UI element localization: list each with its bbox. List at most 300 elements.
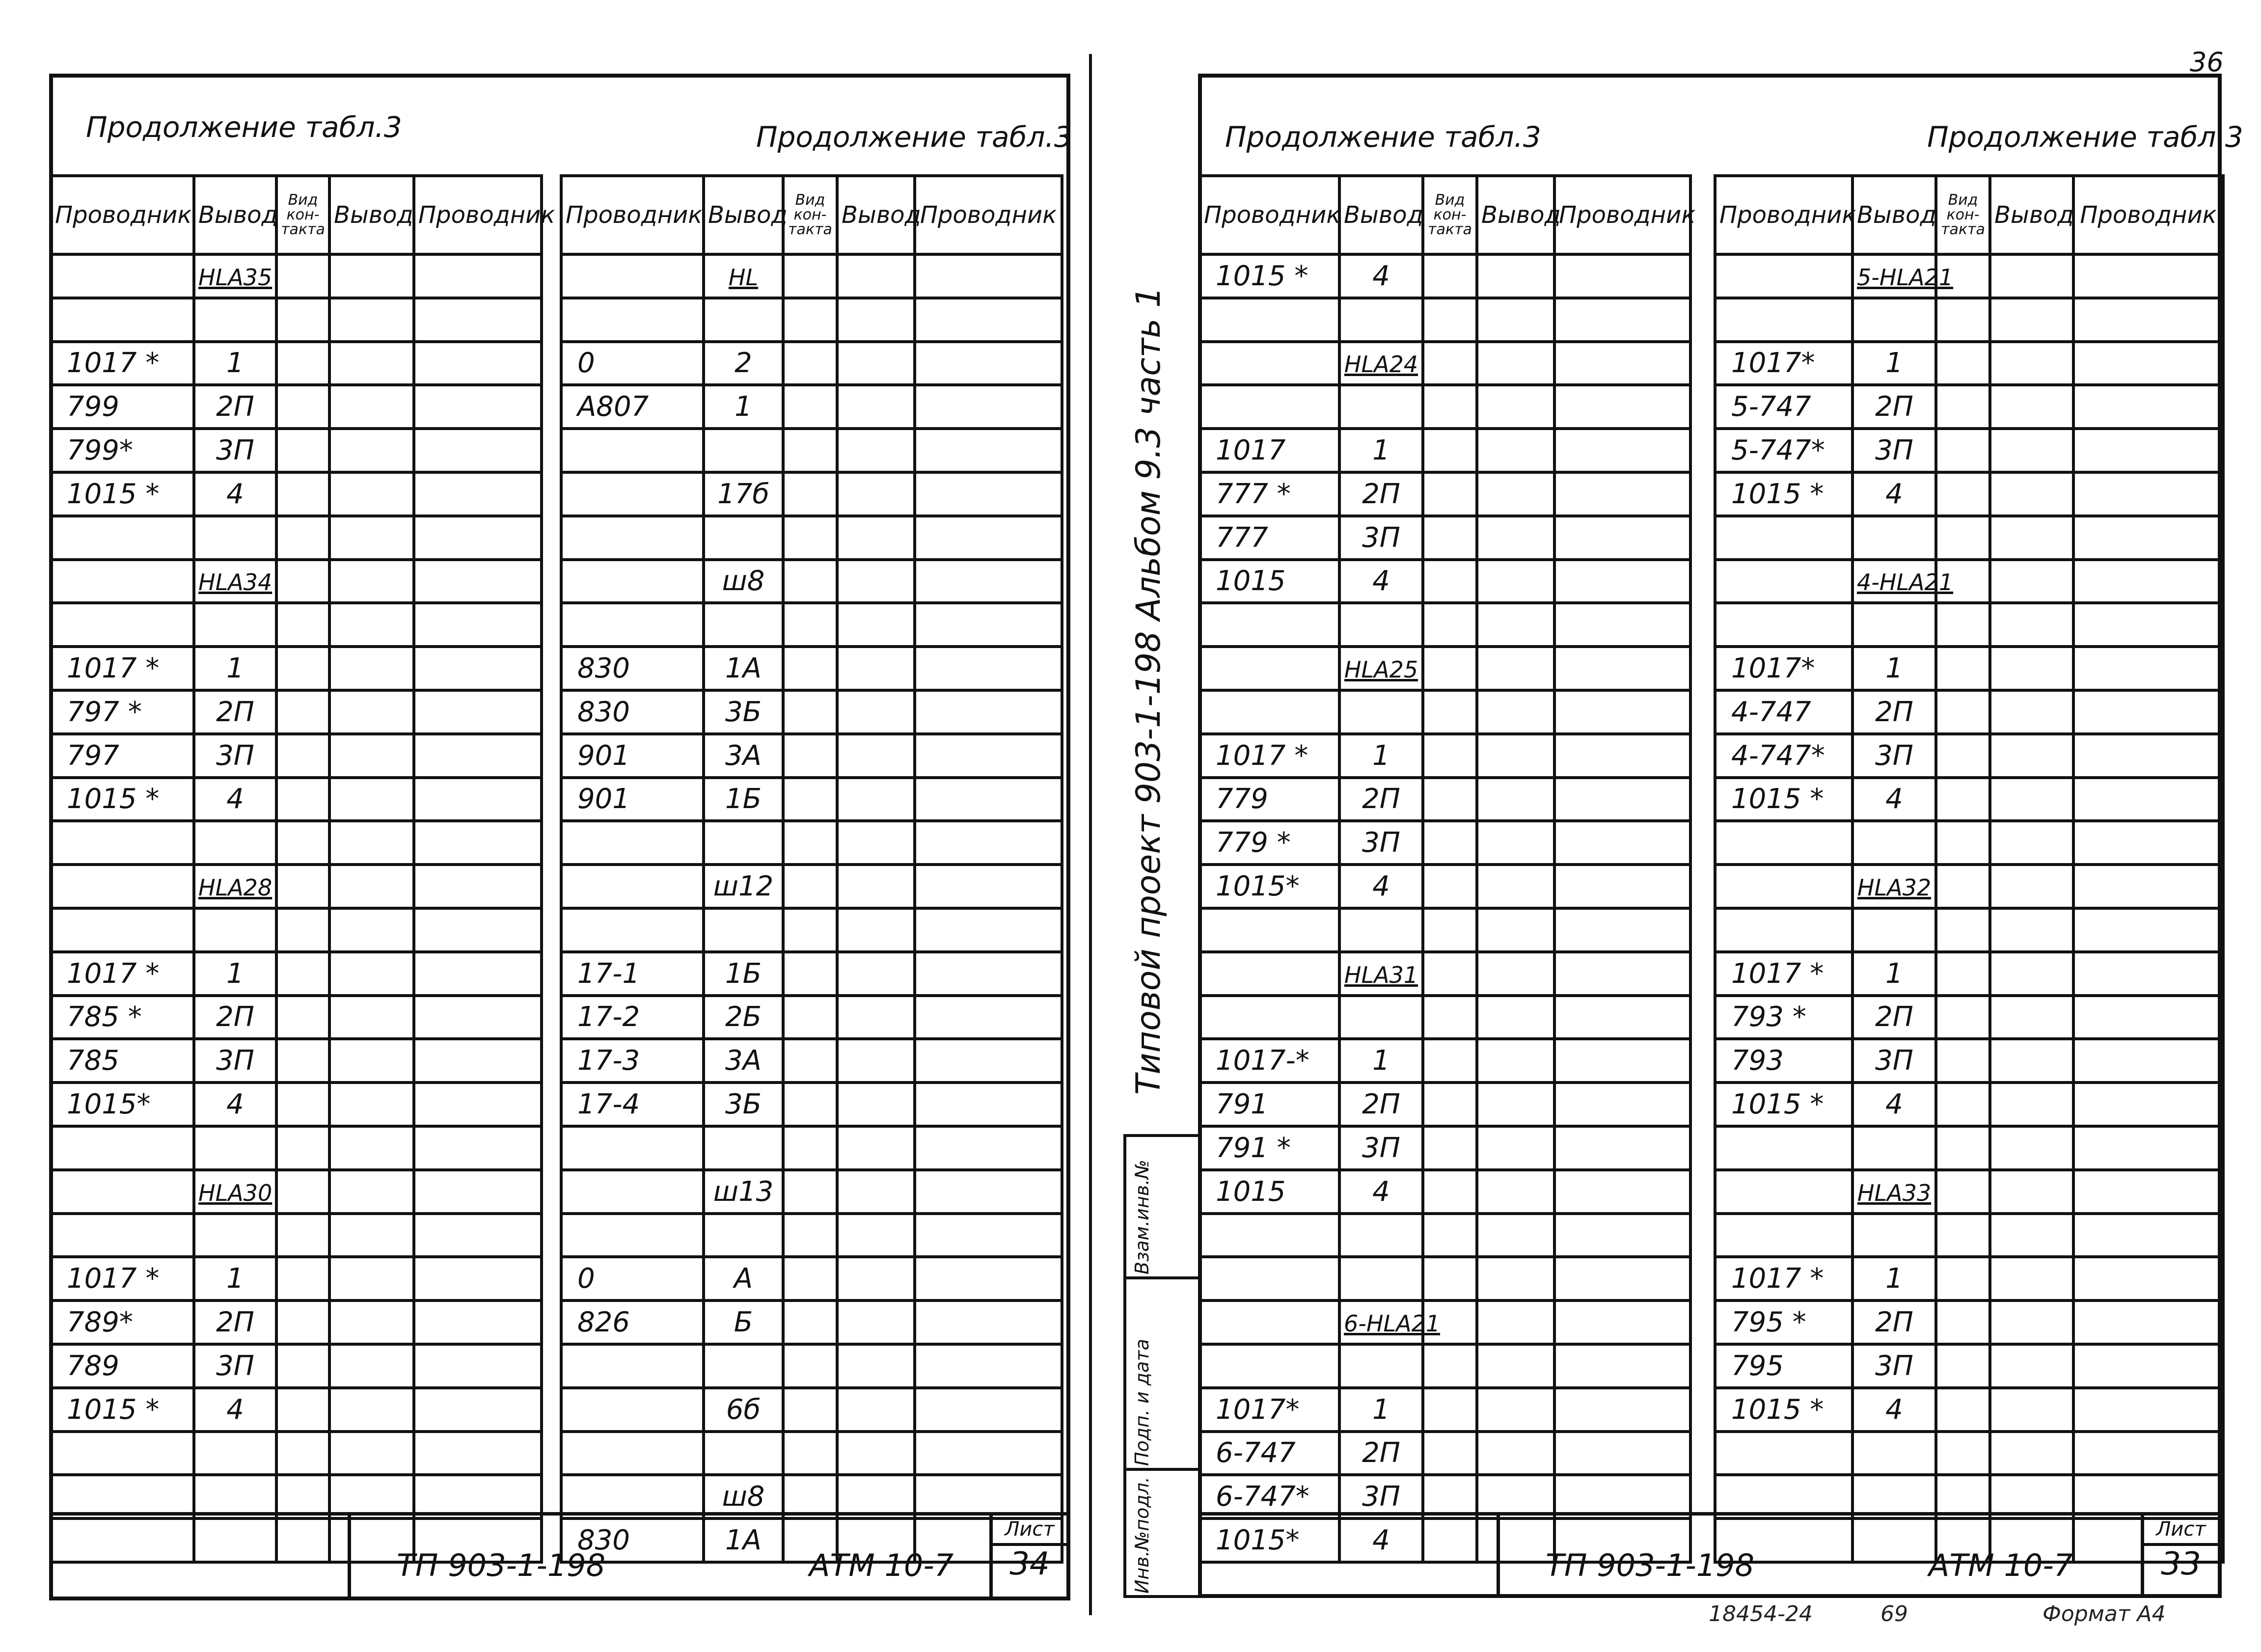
empty-cell (2073, 778, 2223, 821)
pin-cell (704, 342, 783, 385)
empty-cell (414, 1083, 542, 1126)
pin-cell (1852, 1039, 1936, 1083)
conductor-cell (1199, 908, 1339, 952)
empty-cell (783, 1083, 837, 1126)
table-row (51, 254, 542, 298)
empty-cell (837, 1344, 915, 1388)
pin-cell (194, 472, 276, 516)
empty-cell (1554, 952, 1690, 996)
empty-cell (783, 1126, 837, 1170)
conductor-cell: 1017 * (1199, 734, 1339, 778)
table-row (51, 1214, 542, 1257)
column-header: Вид кон-такта (1936, 176, 1990, 254)
empty-cell (276, 1170, 329, 1214)
table-row (561, 516, 1062, 560)
empty-cell (276, 1432, 329, 1475)
conductor-cell: 901 (561, 778, 704, 821)
table-row (1715, 778, 2223, 821)
pin-cell (1339, 254, 1423, 298)
empty-cell (1477, 560, 1554, 603)
empty-cell (414, 1344, 542, 1388)
conductor-cell (1715, 821, 1852, 865)
cell-text: 2П (216, 1306, 254, 1339)
right-stamp-doc: АТМ 10-7 (1929, 1547, 2073, 1583)
empty-cell (915, 254, 1062, 298)
empty-cell (2073, 821, 2223, 865)
empty-cell (837, 1126, 915, 1170)
pin-cell (1852, 908, 1936, 952)
table-row (1715, 516, 2223, 560)
conductor-cell: 793 * (1715, 996, 1852, 1039)
column-header: Вывод (1990, 176, 2073, 254)
empty-cell (1423, 1039, 1477, 1083)
empty-cell (1990, 560, 2073, 603)
empty-cell (414, 734, 542, 778)
pin-cell (704, 908, 783, 952)
empty-cell (1423, 908, 1477, 952)
empty-cell (1477, 1214, 1554, 1257)
pin-cell (704, 1344, 783, 1388)
empty-cell (837, 254, 915, 298)
empty-cell (915, 1126, 1062, 1170)
empty-cell (2073, 647, 2223, 690)
empty-cell (1936, 1126, 1990, 1170)
right-title-block (1202, 1512, 2218, 1598)
conductor-cell: 0 (561, 342, 704, 385)
pin-cell (704, 560, 783, 603)
empty-cell (1423, 952, 1477, 996)
empty-cell (1423, 821, 1477, 865)
empty-cell (2073, 516, 2223, 560)
conductor-cell (561, 516, 704, 560)
empty-cell (1554, 1300, 1690, 1344)
empty-cell (915, 385, 1062, 429)
empty-cell (837, 1214, 915, 1257)
left-caption-left: Продолжение табл.3 (86, 110, 402, 144)
table-row (1199, 865, 1690, 908)
pin-cell (194, 1083, 276, 1126)
conductor-cell: 795 (1715, 1344, 1852, 1388)
empty-cell (837, 472, 915, 516)
empty-cell (414, 647, 542, 690)
cell-text: 4 (226, 783, 244, 815)
pin-cell (1339, 1170, 1423, 1214)
cell-text: 4-HLA21 (1857, 569, 1954, 596)
pin-cell (1852, 996, 1936, 1039)
cell-text: HLA24 (1344, 351, 1418, 378)
empty-cell (1936, 996, 1990, 1039)
component-label (194, 1170, 276, 1214)
cell-text: 6б (726, 1393, 761, 1426)
table-row (561, 952, 1062, 996)
table-row (561, 298, 1062, 342)
pin-cell (704, 1432, 783, 1475)
empty-cell (915, 821, 1062, 865)
conductor-cell: 4-747 (1715, 690, 1852, 734)
cell-text: 1 (226, 652, 244, 685)
table-row (561, 1214, 1062, 1257)
empty-cell (2073, 1432, 2223, 1475)
conductor-cell (51, 821, 194, 865)
empty-cell (783, 778, 837, 821)
empty-cell (2073, 385, 2223, 429)
component-label (1339, 1300, 1441, 1344)
cell-text: 4 (226, 1393, 244, 1426)
empty-cell (414, 298, 542, 342)
pin-cell (704, 1300, 783, 1344)
component-label (1852, 254, 1954, 298)
table-row (1199, 1083, 1690, 1126)
cell-text: 2П (1362, 1437, 1400, 1469)
cell-text: 1 (735, 391, 752, 423)
table-row (1715, 1170, 2223, 1214)
empty-cell (2073, 1039, 2223, 1083)
empty-cell (1423, 516, 1477, 560)
empty-cell (915, 429, 1062, 472)
conductor-cell: 785 * (51, 996, 194, 1039)
table-row (1715, 690, 2223, 734)
empty-cell (1477, 472, 1554, 516)
pin-cell (1339, 1039, 1423, 1083)
pin-cell (194, 647, 276, 690)
empty-cell (837, 298, 915, 342)
empty-cell (1554, 254, 1690, 298)
column-header: Вывод (1339, 176, 1423, 254)
empty-cell (1936, 298, 1990, 342)
cell-text: 1 (1885, 347, 1903, 379)
table-row (1199, 254, 1690, 298)
empty-cell (783, 429, 837, 472)
table-row (1199, 1300, 1690, 1344)
cell-text: 1 (1885, 957, 1903, 990)
component-label (704, 254, 783, 298)
empty-cell (329, 1039, 414, 1083)
cell-text: 4 (1885, 1393, 1903, 1426)
conductor-cell (51, 298, 194, 342)
conductor-cell: 1017 (1199, 429, 1339, 472)
pin-cell (1852, 1083, 1936, 1126)
component-label (1339, 342, 1423, 385)
conductor-cell (561, 1432, 704, 1475)
cell-text: 4 (1885, 783, 1903, 815)
empty-cell (915, 560, 1062, 603)
conductor-cell: 1015 * (1715, 1083, 1852, 1126)
empty-cell (1554, 385, 1690, 429)
empty-cell (915, 778, 1062, 821)
pin-cell (1339, 516, 1423, 560)
empty-cell (837, 996, 915, 1039)
empty-cell (1936, 1170, 1990, 1214)
empty-cell (329, 865, 414, 908)
conductor-cell (561, 1344, 704, 1388)
empty-cell (1423, 1432, 1477, 1475)
empty-cell (414, 560, 542, 603)
pin-cell (1852, 516, 1936, 560)
empty-cell (1423, 778, 1477, 821)
empty-cell (414, 472, 542, 516)
table-row (1715, 1432, 2223, 1475)
component-label (194, 865, 276, 908)
empty-cell (1990, 908, 2073, 952)
table-row (561, 1432, 1062, 1475)
table-row (1199, 560, 1690, 603)
conductor-cell: 830 (561, 647, 704, 690)
cell-text: 1А (725, 1524, 762, 1556)
cell-text: 3П (216, 1045, 254, 1077)
pin-cell (1852, 1344, 1936, 1388)
empty-cell (1477, 603, 1554, 647)
conductor-cell: 797 * (51, 690, 194, 734)
table-row (561, 1083, 1062, 1126)
component-label (1852, 1170, 1936, 1214)
cell-text: Б (734, 1306, 753, 1339)
pin-cell (194, 908, 276, 952)
empty-cell (1423, 1126, 1477, 1170)
cell-text: 3П (1362, 521, 1400, 554)
empty-cell (1936, 865, 1990, 908)
pin-cell (1852, 429, 1936, 472)
empty-cell (837, 952, 915, 996)
cell-text: 4 (1885, 478, 1903, 510)
table-row (1715, 996, 2223, 1039)
table-row (561, 385, 1062, 429)
cell-text: 3П (216, 1350, 254, 1382)
table-row (1715, 908, 2223, 952)
empty-cell (1936, 647, 1990, 690)
conductor-cell: 777 (1199, 516, 1339, 560)
table-row (1199, 734, 1690, 778)
empty-cell (2073, 996, 2223, 1039)
component-label (194, 560, 276, 603)
conductor-cell: 1015* (1199, 865, 1339, 908)
empty-cell (329, 1214, 414, 1257)
empty-cell (276, 952, 329, 996)
empty-cell (783, 1432, 837, 1475)
cell-text: 1 (1372, 434, 1390, 467)
table-row (1199, 1257, 1690, 1300)
conductor-cell (1715, 908, 1852, 952)
conductor-cell: 830 (561, 690, 704, 734)
right-sheet-number: 33 (2161, 1546, 2201, 1582)
empty-cell (276, 821, 329, 865)
empty-cell (414, 865, 542, 908)
table-row (561, 472, 1062, 516)
conductor-cell: 799* (51, 429, 194, 472)
empty-cell (1423, 1170, 1477, 1214)
empty-cell (1554, 1083, 1690, 1126)
table-row (1199, 1432, 1690, 1475)
cell-text: 3П (1362, 1132, 1400, 1164)
conductor-cell (51, 865, 194, 908)
empty-cell (1990, 865, 2073, 908)
left-table-2 (560, 174, 1061, 1564)
empty-cell (837, 1300, 915, 1344)
empty-cell (276, 778, 329, 821)
empty-cell (329, 385, 414, 429)
empty-cell (1990, 1300, 2073, 1344)
empty-cell (329, 908, 414, 952)
conductor-cell: 1015 * (51, 778, 194, 821)
conductor-cell (1715, 298, 1852, 342)
table-row (51, 865, 542, 908)
empty-cell (1936, 1039, 1990, 1083)
column-header: Проводник (51, 176, 194, 254)
table-row (1199, 516, 1690, 560)
conductor-cell (1199, 385, 1339, 429)
pin-cell (1339, 821, 1423, 865)
empty-cell (2073, 1300, 2223, 1344)
empty-cell (915, 472, 1062, 516)
empty-cell (414, 778, 542, 821)
empty-cell (1477, 385, 1554, 429)
empty-cell (329, 690, 414, 734)
table-row (51, 1344, 542, 1388)
conductor-cell (1199, 1257, 1339, 1300)
empty-cell (329, 1388, 414, 1432)
pin-cell (1852, 952, 1936, 996)
empty-cell (329, 1083, 414, 1126)
pin-cell (704, 952, 783, 996)
table-row (1715, 647, 2223, 690)
empty-cell (1477, 734, 1554, 778)
cell-text: 1 (1372, 1045, 1390, 1077)
conductor-cell (561, 1126, 704, 1170)
empty-cell (837, 1432, 915, 1475)
empty-cell (1423, 734, 1477, 778)
pin-cell (1852, 1214, 1936, 1257)
table-row (51, 1388, 542, 1432)
empty-cell (1936, 342, 1990, 385)
empty-cell (1477, 1300, 1554, 1344)
cell-text: 1 (1885, 1263, 1903, 1295)
empty-cell (915, 603, 1062, 647)
cell-text: 3П (216, 739, 254, 772)
empty-cell (2073, 560, 2223, 603)
empty-cell (1554, 778, 1690, 821)
table-row (51, 1126, 542, 1170)
empty-cell (2073, 690, 2223, 734)
column-header: Вывод (704, 176, 783, 254)
empty-cell (783, 952, 837, 996)
table-row (1715, 429, 2223, 472)
conductor-cell: 1015 (1199, 1170, 1339, 1214)
empty-cell (1477, 1432, 1554, 1475)
table-row (1715, 385, 2223, 429)
empty-cell (1477, 254, 1554, 298)
empty-cell (1554, 996, 1690, 1039)
empty-cell (915, 1388, 1062, 1432)
empty-cell (783, 1039, 837, 1083)
pin-cell (1339, 429, 1423, 472)
conductor-cell: 779 (1199, 778, 1339, 821)
table-row (561, 690, 1062, 734)
cell-text: ш8 (722, 1481, 765, 1513)
conductor-cell (1715, 516, 1852, 560)
table-row (1199, 1039, 1690, 1083)
left-sheet-label: Лист (993, 1516, 1066, 1546)
pin-cell (194, 690, 276, 734)
empty-cell (1477, 778, 1554, 821)
empty-cell (414, 603, 542, 647)
pin-cell (1852, 1126, 1936, 1170)
table-row (561, 342, 1062, 385)
empty-cell (1554, 1432, 1690, 1475)
pin-cell (194, 1039, 276, 1083)
column-header: Вывод (1477, 176, 1554, 254)
conductor-cell: 791 (1199, 1083, 1339, 1126)
column-header: Проводник (561, 176, 704, 254)
empty-cell (915, 1170, 1062, 1214)
conductor-cell (51, 1170, 194, 1214)
table-row (51, 996, 542, 1039)
conductor-cell (51, 1432, 194, 1475)
empty-cell (783, 560, 837, 603)
conductor-cell: 795 * (1715, 1300, 1852, 1344)
cell-text: 3П (1875, 1350, 1913, 1382)
empty-cell (783, 1300, 837, 1344)
footer-code-1: 18454-24 (1709, 1601, 1813, 1626)
conductor-cell (1715, 1214, 1852, 1257)
conductor-cell (1715, 603, 1852, 647)
empty-cell (783, 472, 837, 516)
empty-cell (837, 647, 915, 690)
table-row (51, 908, 542, 952)
empty-cell (1554, 603, 1690, 647)
table-row (561, 865, 1062, 908)
empty-cell (1423, 472, 1477, 516)
empty-cell (414, 821, 542, 865)
conductor-cell (561, 821, 704, 865)
conductor-cell: 1017 * (51, 342, 194, 385)
empty-cell (329, 1126, 414, 1170)
empty-cell (915, 1214, 1062, 1257)
empty-cell (1423, 298, 1477, 342)
cell-text: 2Б (725, 1001, 762, 1033)
empty-cell (414, 1257, 542, 1300)
empty-cell (1990, 385, 2073, 429)
cell-text: 1 (1372, 739, 1390, 772)
pin-cell (1852, 298, 1936, 342)
conductor-cell: 1017 * (1715, 952, 1852, 996)
table-row (561, 1126, 1062, 1170)
empty-cell (1990, 1344, 2073, 1388)
pin-cell (1852, 1257, 1936, 1300)
empty-cell (329, 778, 414, 821)
conductor-cell: 17-4 (561, 1083, 704, 1126)
empty-cell (329, 734, 414, 778)
pin-cell (1339, 560, 1423, 603)
table-row (561, 560, 1062, 603)
empty-cell (276, 734, 329, 778)
table-row (1199, 1126, 1690, 1170)
empty-cell (1990, 821, 2073, 865)
cell-text: 1 (1372, 1393, 1390, 1426)
empty-cell (276, 1344, 329, 1388)
empty-cell (276, 996, 329, 1039)
empty-cell (837, 734, 915, 778)
empty-cell (1936, 1300, 1990, 1344)
empty-cell (837, 1388, 915, 1432)
footer-code-2: 69 (1880, 1601, 1908, 1626)
empty-cell (1477, 996, 1554, 1039)
table-row (561, 603, 1062, 647)
pin-cell (1852, 734, 1936, 778)
table-row (1715, 1388, 2223, 1432)
conductor-cell (1199, 1300, 1339, 1344)
empty-cell (2073, 1214, 2223, 1257)
pin-cell (1339, 298, 1423, 342)
empty-cell (1936, 516, 1990, 560)
